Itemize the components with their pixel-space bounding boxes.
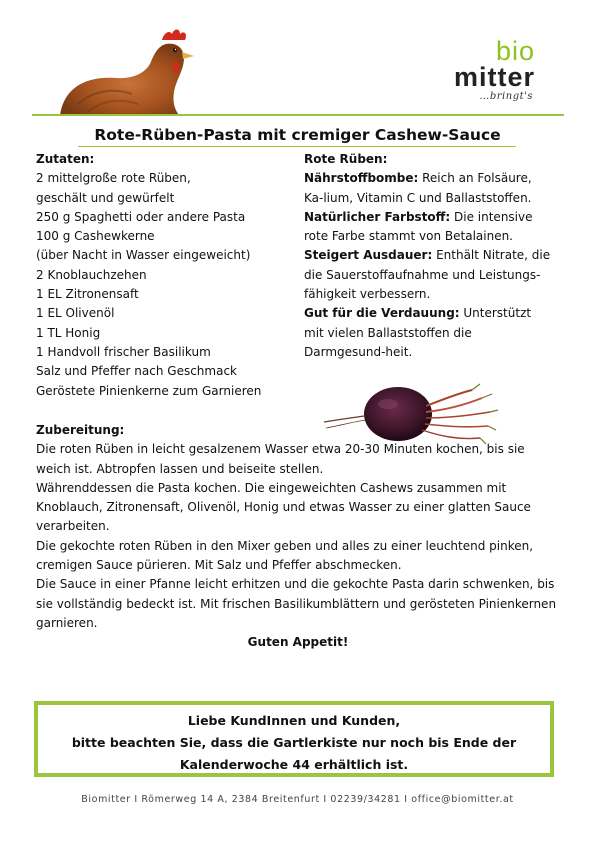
ingredient-line: Salz und Pfeffer nach Geschmack [36,364,238,379]
ingredient-line: Geröstete Pinienkerne zum Garnieren [36,383,262,398]
beet-fact [304,169,552,208]
preparation-step: Die Sauce in einer Pfanne leicht erhitzen und die gekochte Pasta darin schwenken, bis sie vollständig bedeckt ist. Mit frischen Basilikumblättern und gerösteten Pinienkernen garnieren. [36,577,557,630]
footer-contact: Biomitter I Römerweg 14 A, 2384 Breitenfurt I 02239/34281 I office@biomitter.at [81,794,514,805]
ingredient-line: 250 g Spaghetti oder andere Pasta [36,209,246,224]
beet-fact-term: Nährstoffbombe: [304,171,419,186]
recipe-title: Rote-Rüben-Pasta mit cremiger Cashew-Sauce [94,126,501,144]
closing-text: Guten Appetit! [247,635,349,650]
logo-tagline: …bringt's [479,91,533,102]
ingredients-heading: Zutaten: [36,152,95,166]
preparation-section [36,421,560,653]
beet-fact [304,246,552,304]
beet-fact-term: Gut für die Verdauung: [304,306,460,321]
beet-fact-text: Die intensive rote Farbe stammt von Betalainen. [304,209,533,244]
biomitter-logo [454,38,535,102]
preparation-step: Währenddessen die Pasta kochen. Die eingeweichten Cashews zusammen mit Knoblauch, Zitronensaft, Olivenöl, Honig und etwas Wasser zu einer glatten Sauce verarbeiten. [36,480,531,534]
beet-fact-text: Enthält Nitrate, die die Sauerstoffaufnahme und Leistungs-fähigkeit verbessern. [304,248,551,302]
beet-fact-term: Natürlicher Farbstoff: [304,209,451,224]
notice-line: bitte beachten Sie, dass die Gartlerkiste nur noch bis Ende der [71,735,517,750]
ingredient-line: geschält und gewürfelt [36,190,175,205]
notice-line: Kalenderwoche 44 erhältlich ist. [179,757,409,772]
preparation-heading: Zubereitung: [36,423,125,437]
beet-info-section [304,150,552,362]
ingredient-line: 1 TL Honig [36,325,101,340]
logo-mitter-text: mitter [453,62,535,92]
ingredients-section [36,150,296,401]
beet-fact-text: Reich an Folsäure, Ka-lium, Vitamin C und Ballaststoffen. [304,171,532,205]
ingredient-line: (über Nacht in Wasser eingeweicht) [36,248,251,263]
ingredient-line: 100 g Cashewkerne [36,229,155,244]
logo-bio-text: bio [495,36,535,66]
header-divider [32,114,564,116]
beet-fact [304,304,552,362]
notice-line: Liebe KundInnen und Kunden, [187,713,401,728]
hen-image [58,24,198,116]
beet-info-heading: Rote Rüben: [304,152,388,166]
preparation-step: Die roten Rüben in leicht gesalzenem Wasser etwa 20-30 Minuten kochen, bis sie weich ist. Abtropfen lassen und beiseite stellen. [36,442,525,476]
ingredient-line: 2 mittelgroße rote Rüben, [36,171,191,186]
beet-fact-term: Steigert Ausdauer: [304,248,433,263]
preparation-step: Die gekochte roten Rüben in den Mixer geben und alles zu einer leuchtend pinken, cremigen Sauce pürieren. Mit Salz und Pfeffer abschmecken. [36,538,534,573]
title-underline [78,146,516,147]
beet-fact-text: Unterstützt mit vielen Ballaststoffen die Darmgesund-heit. [304,306,532,359]
notice-box [34,701,554,777]
ingredient-line: 1 Handvoll frischer Basilikum [36,344,211,359]
ingredient-line: 1 EL Olivenöl [36,306,115,321]
ingredient-line: 2 Knoblauchzehen [36,267,147,282]
beet-fact [304,208,552,247]
ingredient-line: 1 EL Zitronensaft [36,287,139,302]
